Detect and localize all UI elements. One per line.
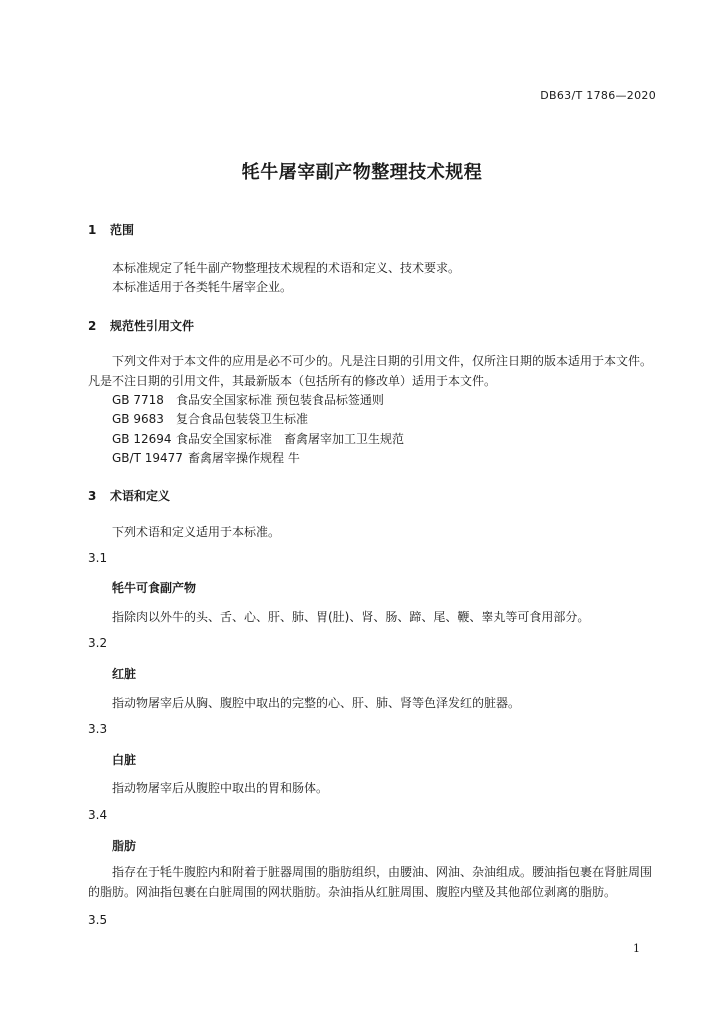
- section-title: 范围: [110, 223, 135, 237]
- references-intro: [88, 351, 658, 391]
- clause-number: 3.3: [88, 722, 108, 736]
- term-definition: 指动物屠宰后从胸、腹腔中取出的完整的心、肝、肺、肾等色泽发红的脏器。: [112, 696, 521, 710]
- term-title: 红脏: [112, 667, 137, 681]
- term-title: 牦牛可食副产物: [112, 581, 197, 595]
- paragraph: 本标准规定了牦牛副产物整理技术规程的术语和定义、技术要求。: [112, 261, 461, 275]
- clause-number: 3.1: [88, 551, 108, 565]
- reference-name: 复合食品包装袋卫生标准: [176, 412, 309, 426]
- reference-item: [112, 449, 300, 466]
- section-number: 2: [88, 319, 97, 333]
- reference-code: GB/T 19477: [112, 451, 183, 465]
- reference-name: 畜禽屠宰操作规程 牛: [188, 451, 300, 465]
- clause-number: 3.2: [88, 636, 108, 650]
- term-title: 脂肪: [112, 839, 137, 853]
- term-definition: 指存在于牦牛腹腔内和附着于脏器周围的脂肪组织，由腰油、网油、杂油组成。腰油指包裹在肾脏周围的脂肪。网油指包裹在白脏周围的网状脂肪。杂油指从红脏周围、腹腔内壁及其他部位剥离的脂肪。: [88, 865, 653, 899]
- term-title: 白脏: [112, 753, 137, 767]
- section-number: 3: [88, 489, 97, 503]
- paragraph: 下列文件对于本文件的应用是必不可少的。凡是注日期的引用文件，仅所注日期的版本适用于本文件。凡是不注日期的引用文件，其最新版本（包括所有的修改单）适用于本文件。: [88, 354, 653, 388]
- reference-code: GB 7718: [112, 393, 164, 407]
- paragraph: 下列术语和定义适用于本标准。: [112, 525, 281, 539]
- reference-item: [112, 410, 308, 427]
- clause-number: 3.4: [88, 808, 108, 822]
- reference-name: 食品安全国家标准 畜禽屠宰加工卫生规范: [176, 432, 405, 446]
- document-title: 牦牛屠宰副产物整理技术规程: [241, 162, 483, 183]
- clause-number: 3.5: [88, 913, 108, 927]
- section-title: 术语和定义: [110, 489, 171, 503]
- section-number: 1: [88, 223, 97, 237]
- section-title: 规范性引用文件: [110, 319, 195, 333]
- page-number: 1: [633, 942, 640, 955]
- section-heading-scope: [88, 221, 134, 238]
- reference-code: GB 12694: [112, 432, 172, 446]
- reference-name: 食品安全国家标准 预包装食品标签通则: [176, 393, 384, 407]
- reference-item: [112, 391, 384, 408]
- reference-code: GB 9683: [112, 412, 164, 426]
- section-heading-terms-definitions: [88, 487, 170, 504]
- paragraph: 本标准适用于各类牦牛屠宰企业。: [112, 280, 293, 294]
- term-definition: 指除肉以外牛的头、舌、心、肝、肺、胃(肚)、肾、肠、蹄、尾、鞭、睾丸等可食用部分。: [112, 610, 590, 624]
- term-definition: 指动物屠宰后从腹腔中取出的胃和肠体。: [112, 781, 329, 795]
- term-definition-block: [88, 862, 658, 902]
- reference-item: [112, 430, 404, 447]
- standard-code: DB63/T 1786—2020: [540, 89, 656, 102]
- section-heading-normative-references: [88, 317, 194, 334]
